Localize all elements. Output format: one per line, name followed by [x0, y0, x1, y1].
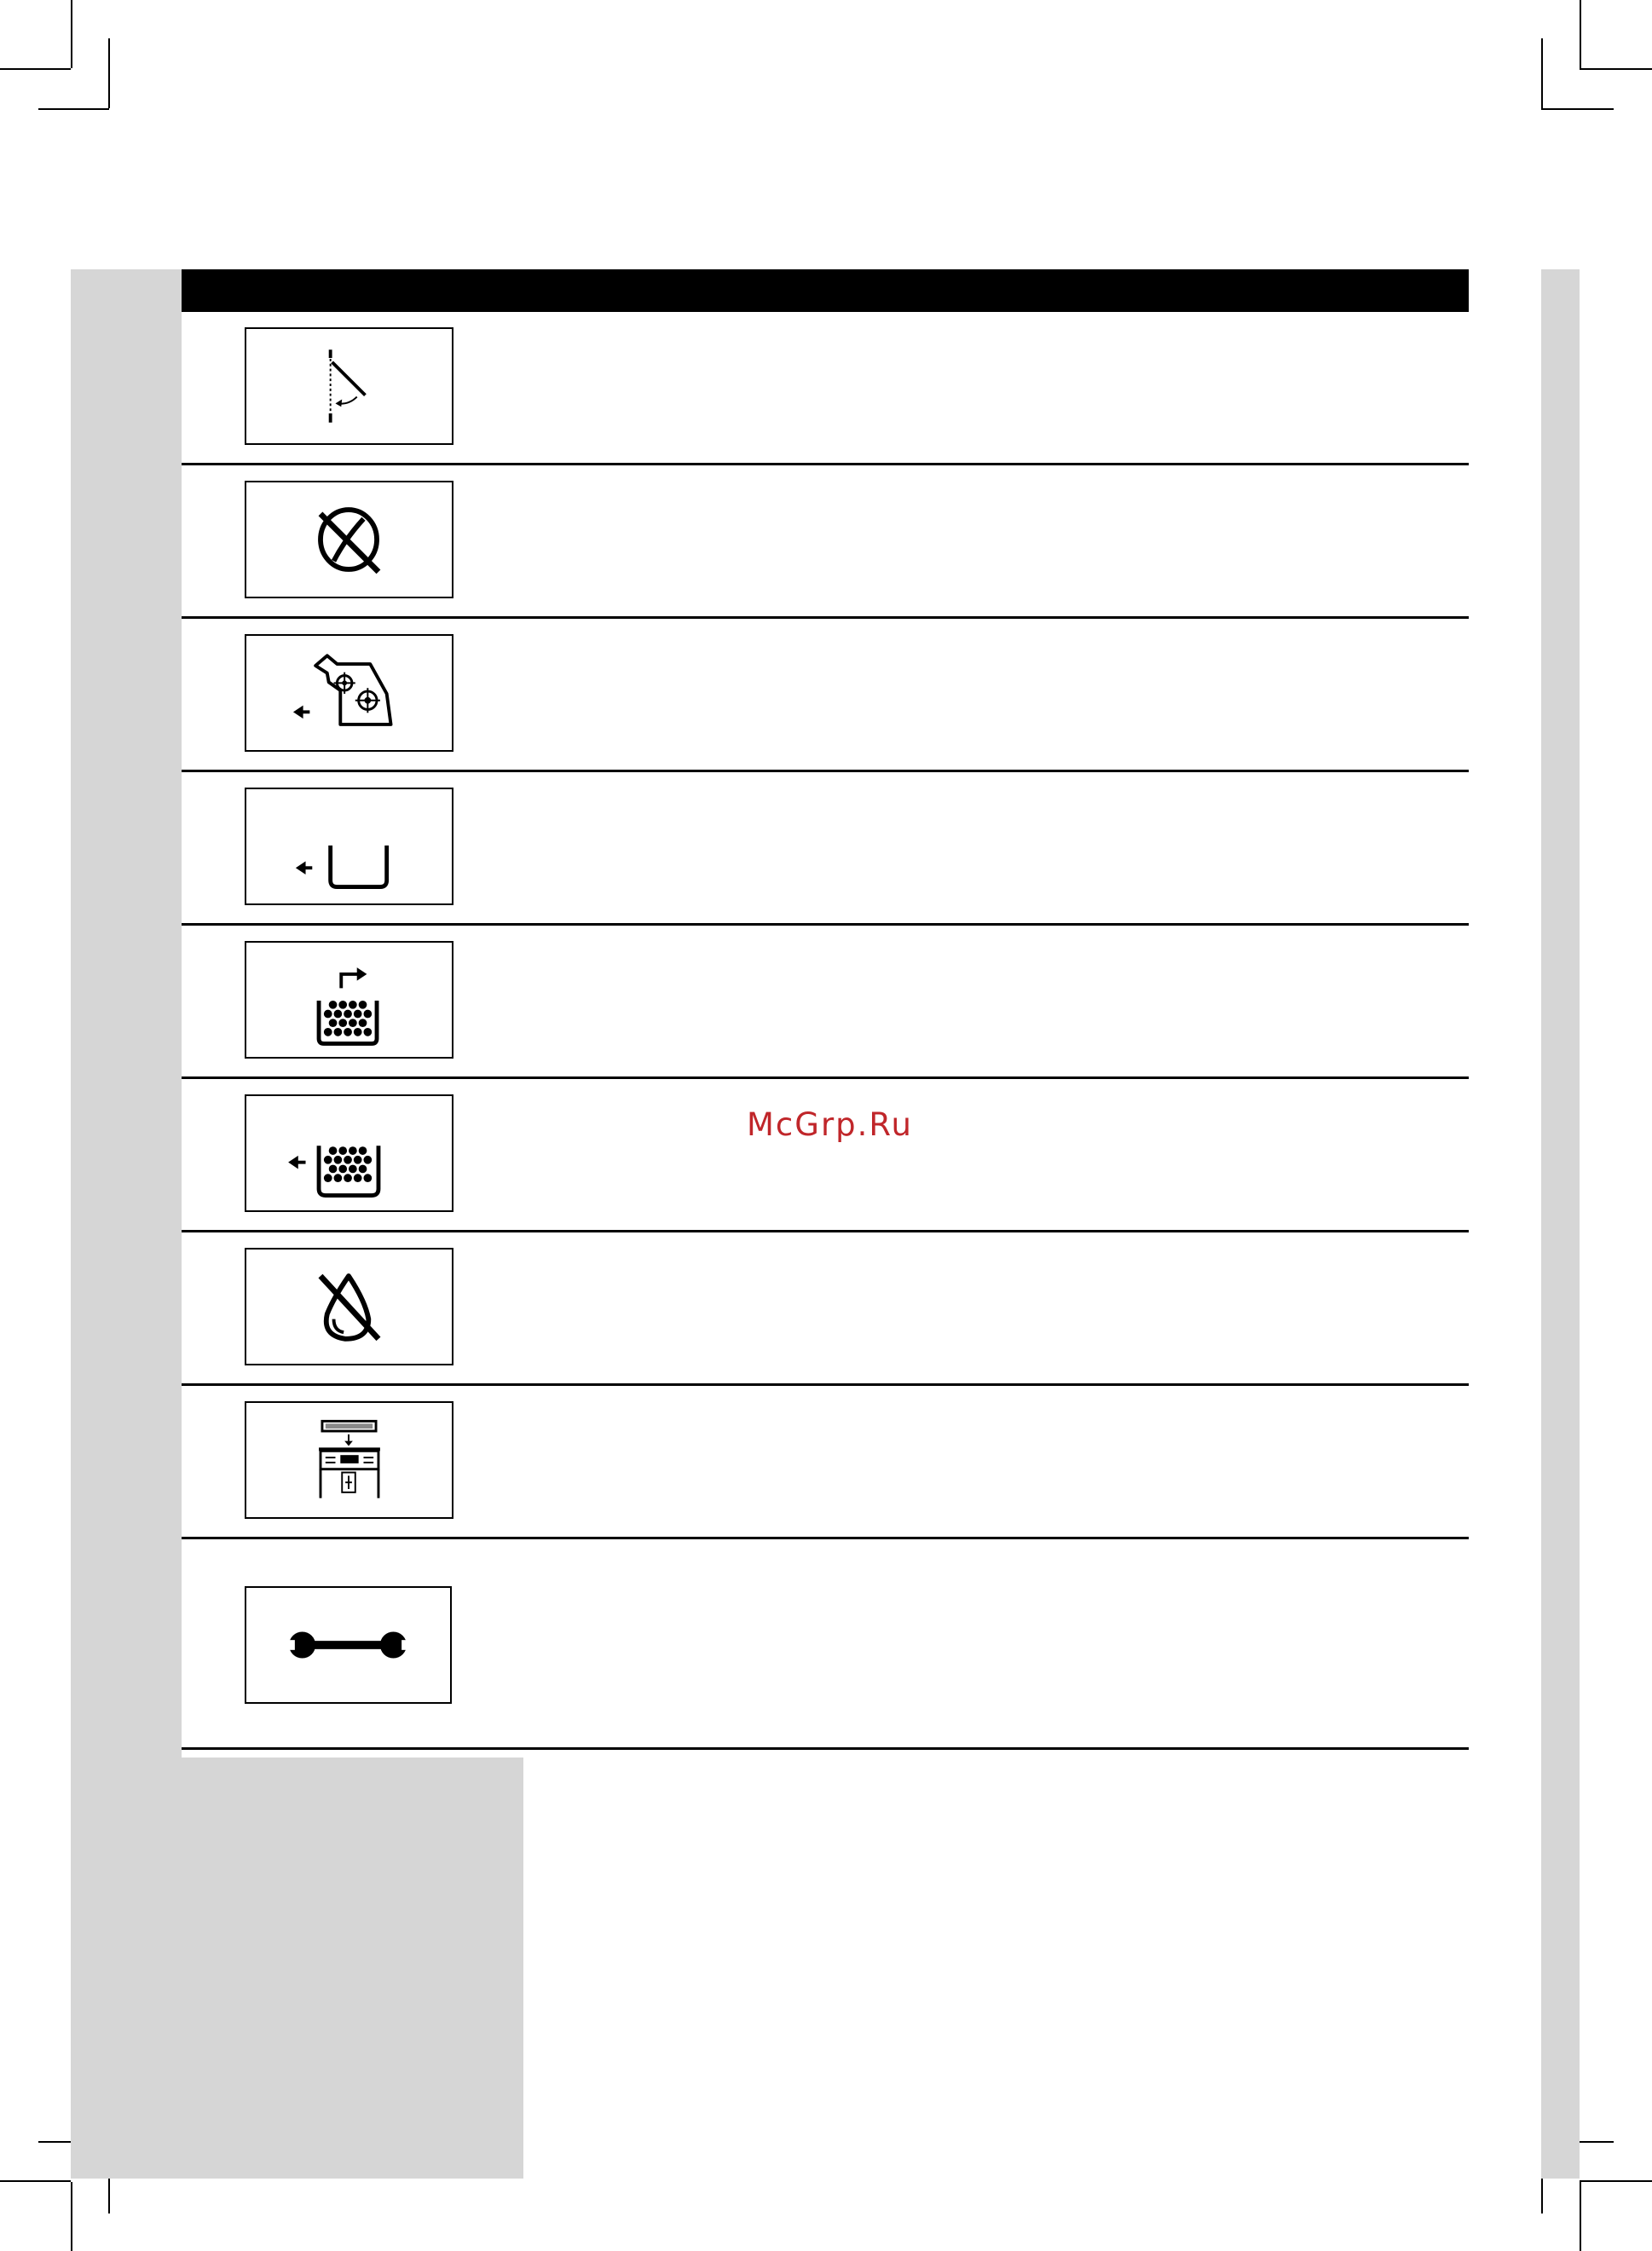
crop-mark [1580, 2182, 1581, 2251]
table-row [182, 1079, 1469, 1232]
crop-mark [71, 0, 72, 68]
table-row [182, 465, 1469, 619]
icon-box [245, 788, 453, 905]
table-row [182, 1539, 1469, 1750]
table-header [182, 269, 1469, 312]
empty-coffee-grounds-drawer-icon [246, 943, 452, 1057]
no-coffee-beans-icon [246, 482, 452, 597]
crop-mark [38, 108, 109, 110]
bottom-left-band [182, 1758, 523, 2179]
crop-mark [0, 2180, 71, 2182]
left-margin-band [71, 269, 182, 2179]
crop-mark [1580, 68, 1652, 70]
icon-box [245, 1248, 453, 1365]
table-row [182, 772, 1469, 926]
wrench-icon [246, 1588, 450, 1702]
insert-coffee-grounds-drawer-icon [246, 1096, 452, 1210]
icon-box [245, 634, 453, 752]
icon-box [245, 1401, 453, 1519]
crop-mark [1580, 2180, 1652, 2182]
table-row [182, 926, 1469, 1079]
no-water-icon [246, 1250, 452, 1364]
insert-water-tank-icon [246, 1403, 452, 1517]
crop-mark [0, 68, 71, 70]
door-open-icon [246, 329, 452, 443]
crop-mark [1541, 38, 1543, 108]
table-row [182, 1386, 1469, 1539]
insert-drip-tray-icon [246, 789, 452, 903]
icon-box [245, 327, 453, 445]
table-row [182, 312, 1469, 465]
right-margin-band [1541, 269, 1580, 2179]
crop-mark [71, 2182, 72, 2251]
icon-box [245, 1094, 453, 1212]
table-row [182, 619, 1469, 772]
watermark-text: McGrp.Ru [747, 1106, 913, 1143]
crop-mark [1580, 0, 1581, 68]
crop-mark [108, 38, 110, 108]
insert-brew-group-icon [246, 636, 452, 750]
crop-mark [1541, 108, 1614, 110]
icon-box [245, 481, 453, 598]
icon-box [245, 941, 453, 1059]
table-row [182, 1232, 1469, 1386]
icon-table [182, 312, 1469, 1750]
icon-box [245, 1586, 452, 1704]
